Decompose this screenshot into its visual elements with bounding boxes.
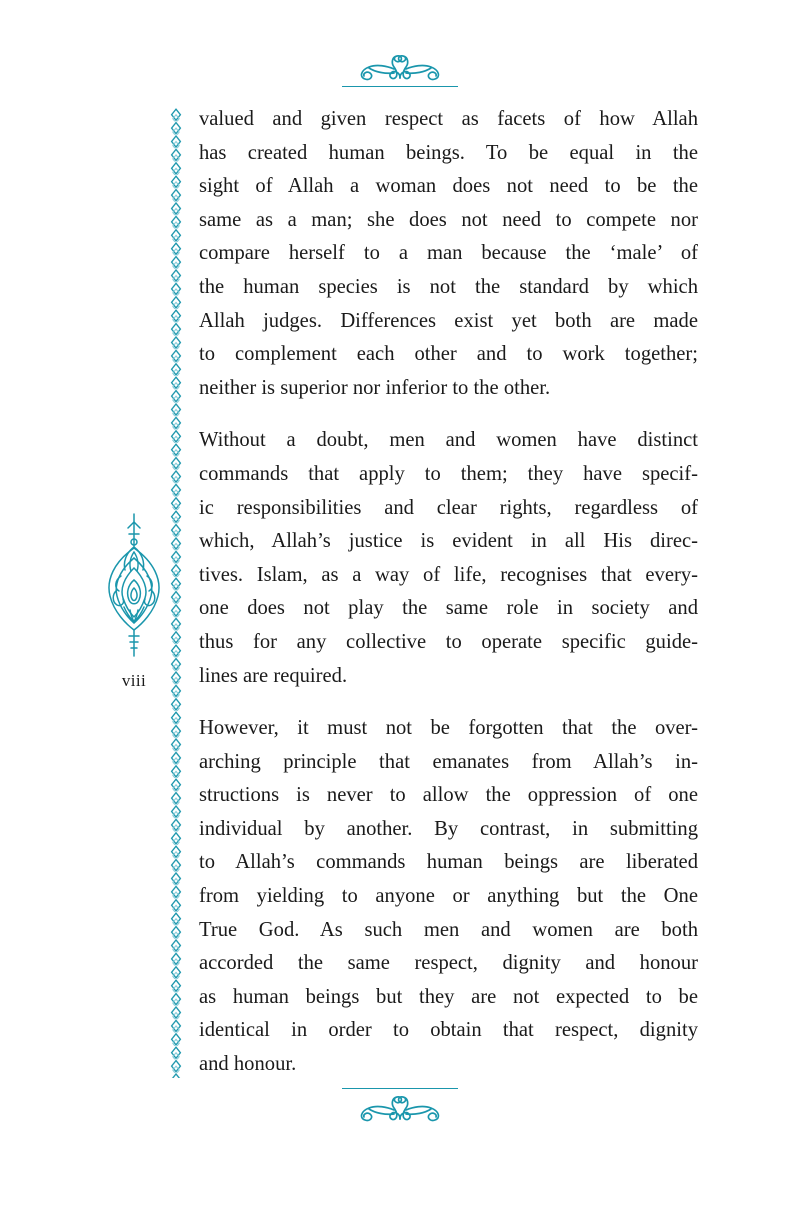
text-line: ic responsibilities and clear rights, regardless of <box>199 496 698 519</box>
text-line: to Allah’s commands human beings are liberated <box>199 851 698 874</box>
text-line: which, Allah’s justice is evident in all His direc- <box>199 530 698 553</box>
text-column <box>199 103 698 1082</box>
text-line: one does not play the same role in society and <box>199 597 698 620</box>
text-line: lines are required. <box>199 664 348 687</box>
diamond-chain-border <box>168 108 184 1078</box>
lotus-palmette-medallion-icon <box>98 512 170 665</box>
text-line: Allah judges. Differences exist yet both are made <box>199 309 698 332</box>
text-line: sight of Allah a woman does not need to be the <box>199 175 698 198</box>
paragraph-3 <box>199 712 698 1082</box>
text-line: to complement each other and to work together; <box>199 343 698 366</box>
scroll-flourish-icon <box>345 1093 455 1123</box>
text-line: valued and given respect as facets of how Allah <box>199 108 698 130</box>
text-line: True God. As such men and women are both <box>199 918 698 941</box>
text-line: structions is never to allow the oppression of one <box>199 784 698 807</box>
text-line: tives. Islam, as a way of life, recognises that every- <box>199 563 698 586</box>
text-line: neither is superior nor inferior to the other. <box>199 376 551 399</box>
text-line: Without a doubt, men and women have distinct <box>199 429 698 452</box>
text-line: individual by another. By contrast, in submitting <box>199 817 698 840</box>
text-line: commands that apply to them; they have specif- <box>199 462 698 485</box>
header-rule <box>342 86 458 87</box>
text-line: and honour. <box>199 1053 297 1076</box>
text-line: accorded the same respect, dignity and honour <box>199 952 698 975</box>
text-line: from yielding to anyone or anything but the One <box>199 885 698 908</box>
footer-ornament <box>0 1088 800 1123</box>
text-line: the human species is not the standard by which <box>199 275 698 298</box>
header-ornament <box>0 52 800 87</box>
text-line: arching principle that emanates from Allah’s in- <box>199 750 698 773</box>
paragraph-1 <box>199 103 698 405</box>
text-line: However, it must not be forgotten that the over- <box>199 717 698 740</box>
text-line: same as a man; she does not need to compete nor <box>199 208 698 231</box>
paragraph-2 <box>199 424 698 693</box>
text-line: identical in order to obtain that respect, dignity <box>199 1019 698 1042</box>
margin-ornament-group <box>98 512 170 691</box>
page-number: viii <box>121 671 147 690</box>
scroll-flourish-icon <box>345 52 455 82</box>
text-line: as human beings but they are not expected to be <box>199 985 698 1008</box>
text-line: thus for any collective to operate specific guide- <box>199 630 698 653</box>
text-line: has created human beings. To be equal in the <box>199 141 698 164</box>
footer-rule <box>342 1088 458 1089</box>
text-line: compare herself to a man because the ‘male’ of <box>199 242 698 265</box>
